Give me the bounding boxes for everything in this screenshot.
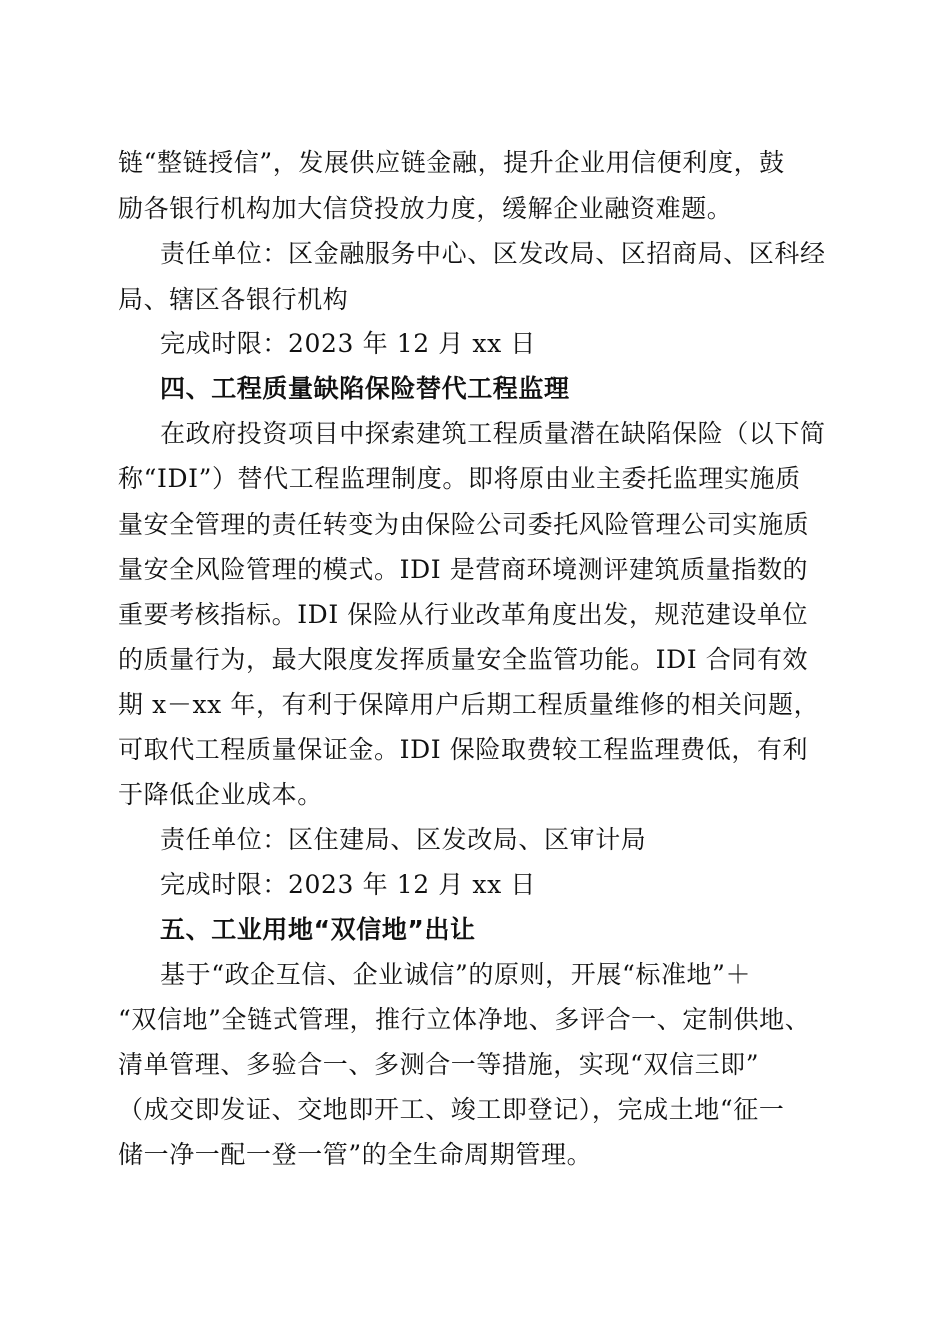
deadline-line: 完成时限：2023 年 12 月 xx 日 — [160, 329, 536, 358]
paragraph-line: 储一净一配一登一管”的全生命周期管理。 — [118, 1140, 593, 1169]
paragraph-line: 重要考核指标。IDI 保险从行业改革角度出发，规范建设单位 — [118, 600, 809, 629]
paragraph-line: 称“IDI”）替代工程监理制度。即将原由业主委托监理实施质 — [118, 464, 801, 493]
paragraph-line: 可取代工程质量保证金。IDI 保险取费较工程监理费低，有利 — [118, 735, 809, 764]
paragraph-line: 量安全风险管理的模式。IDI 是营商环境测评建筑质量指数的 — [118, 555, 809, 584]
paragraph-line: 的质量行为，最大限度发挥质量安全监管功能。IDI 合同有效 — [118, 645, 809, 674]
section-heading: 五、工业用地“双信地”出让 — [160, 915, 476, 944]
paragraph-line: （成交即发证、交地即开工、竣工即登记），完成土地“征一 — [118, 1095, 785, 1124]
paragraph-line: “双信地”全链式管理，推行立体净地、多评合一、定制供地、 — [118, 1005, 811, 1034]
paragraph-line: 励各银行机构加大信贷投放力度，缓解企业融资难题。 — [118, 194, 733, 223]
deadline-line: 完成时限：2023 年 12 月 xx 日 — [160, 870, 536, 899]
section-heading: 四、工程质量缺陷保险替代工程监理 — [160, 374, 570, 403]
paragraph-line: 量安全管理的责任转变为由保险公司委托风险管理公司实施质 — [118, 510, 810, 539]
paragraph-line: 链“整链授信”，发展供应链金融，提升企业用信便利度，鼓 — [118, 148, 785, 177]
responsible-units-line: 局、辖区各银行机构 — [118, 285, 349, 314]
paragraph-line: 期 x－xx 年，有利于保障用户后期工程质量维修的相关问题， — [118, 690, 820, 719]
paragraph-line: 基于“政企互信、企业诚信”的原则，开展“标准地”＋ — [160, 960, 752, 989]
responsible-units-line: 责任单位：区金融服务中心、区发改局、区招商局、区科经 — [160, 239, 826, 268]
paragraph-line: 于降低企业成本。 — [118, 780, 323, 809]
paragraph-line: 在政府投资项目中探索建筑工程质量潜在缺陷保险（以下简 — [160, 419, 826, 448]
paragraph-line: 清单管理、多验合一、多测合一等措施，实现“双信三即” — [118, 1050, 760, 1079]
responsible-units-line: 责任单位：区住建局、区发改局、区审计局 — [160, 825, 647, 854]
